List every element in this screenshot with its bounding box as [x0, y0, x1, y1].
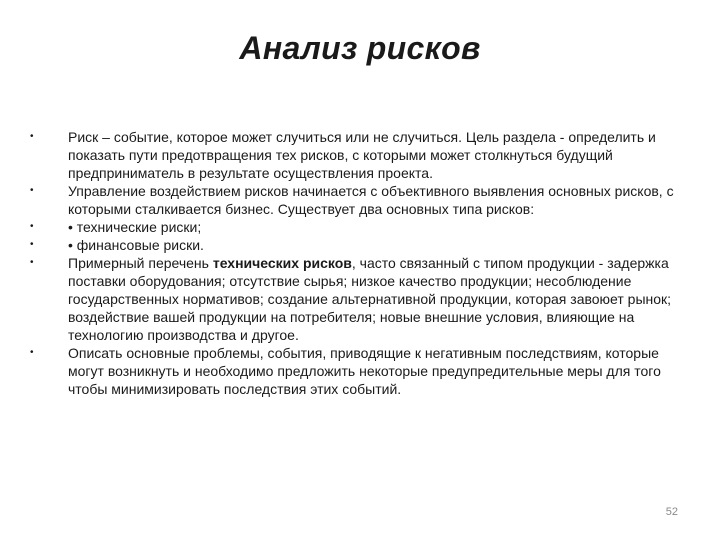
page-number: 52 [665, 506, 678, 518]
bullet-icon: • [30, 257, 34, 268]
bullet-text: • технические риски; [68, 219, 202, 235]
bullet-text: • финансовые риски. [68, 237, 204, 253]
bullet-item-technical-risks [30, 218, 680, 236]
bullet-text-emphasis: технических рисков [212, 255, 352, 271]
bullet-icon: • [30, 347, 34, 358]
bullet-text: Риск – событие, которое может случиться или не случиться. Цель раздела - определить и показать пути предотвращения тех рисков, с которыми может столкнуться будущий предприниматель в результате осуществления проекта. [68, 129, 656, 181]
bullet-item-risk-management [30, 182, 680, 218]
bullet-item-risk-definition [30, 128, 680, 182]
bullet-list [30, 128, 680, 398]
bullet-text: Описать основные проблемы, события, приводящие к негативным последствиям, которые могут возникнуть и необходимо предложить некоторые предупредительные меры для того чтобы минимизировать последствия этих событий. [68, 345, 661, 397]
slide-title: Анализ рисков [239, 30, 481, 66]
bullet-text: Управление воздействием рисков начинается с объективного выявления основных рисков, с которыми сталкивается бизнес. Существует два основных типа рисков: [68, 183, 674, 217]
bullet-text-prefix: Примерный перечень [68, 255, 213, 271]
bullet-item-describe-problems [30, 344, 680, 398]
bullet-icon: • [30, 221, 34, 232]
bullet-text-suffix: , часто связанный с типом продукции - задержка поставки оборудования; отсутствие сырья; низкое качество продукции; несоблюдение государственных нормативов; создание альтернативной продукции, которая завоюет рынок; воздействие вашей продукции на потребителя; новые внешние условия, влияющие на технологию производства и другое. [68, 255, 672, 343]
bullet-icon: • [30, 131, 34, 142]
bullet-icon: • [30, 185, 34, 196]
bullet-item-technical-risks-list [30, 254, 680, 344]
bullet-item-financial-risks [30, 236, 680, 254]
bullet-icon: • [30, 239, 34, 250]
